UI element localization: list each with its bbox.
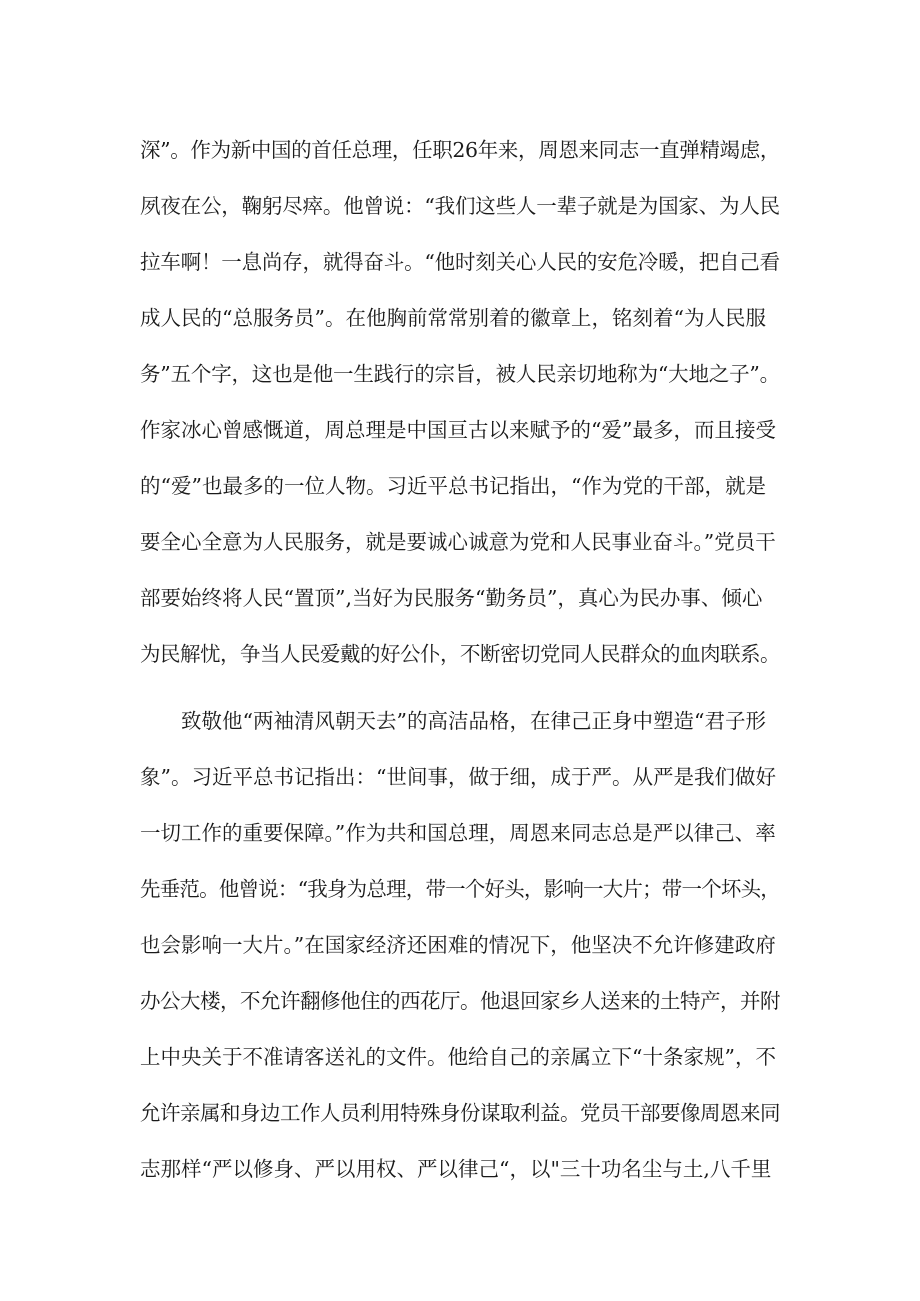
line-text: 允许亲属和身边工作人员利用特殊身份谋取利益。党员干部要像周恩来同 — [140, 1101, 780, 1125]
line-text: 先垂范。他曾说：“我身为总理，带一个好头，影响一大片；带一个坏头， — [140, 877, 780, 901]
text-line — [0, 1149, 920, 1189]
line-text: 成人民的“总服务员”。在他胸前常常别着的徽章上，铭刻着“为人民服 — [140, 306, 766, 330]
text-line — [0, 298, 920, 338]
text-line — [0, 354, 920, 394]
line-text: 的“爱”也最多的一位人物。习近平总书记指出，“作为党的干部，就是 — [140, 474, 766, 498]
text-line — [0, 1093, 920, 1133]
text-line — [0, 869, 920, 909]
text-line — [0, 757, 920, 797]
text-line — [0, 981, 920, 1021]
line-text: 务”五个字，这也是他一生践行的宗旨，被人民亲切地称为“大地之子”。 — [140, 362, 780, 386]
line-text: 部要始终将人民“置顶”,当好为民服务“勤务员”，真心为民办事、倾心 — [140, 586, 763, 610]
line-text: 办公大楼，不允许翻修他住的西花厅。他退回家乡人送来的土特产，并附 — [140, 989, 780, 1013]
text-line — [0, 242, 920, 282]
text-line — [0, 1037, 920, 1077]
text-line — [0, 466, 920, 506]
line-text: 上中央关于不准请客送礼的文件。他给自己的亲属立下“十条家规”，不 — [140, 1045, 776, 1069]
text-line — [0, 578, 920, 618]
text-line — [0, 813, 920, 853]
line-text: 要全心全意为人民服务，就是要诚心诚意为党和人民事业奋斗。”党员干 — [140, 530, 776, 554]
line-text: 致敬他“两袖清风朝天去”的高洁品格，在律己正身中塑造“君子形 — [181, 709, 766, 733]
line-text: 象”。习近平总书记指出：“世间事，做于细，成于严。从严是我们做好 — [140, 765, 776, 789]
text-line — [0, 410, 920, 450]
line-text: 作家冰心曾感慨道，周总理是中国亘古以来赋予的“爱”最多，而且接受 — [140, 418, 776, 442]
text-line — [0, 634, 920, 674]
text-line — [0, 701, 920, 741]
text-line — [0, 186, 920, 226]
text-line — [0, 925, 920, 965]
line-text: 一切工作的重要保障。”作为共和国总理，周恩来同志总是严以律己、率 — [140, 821, 776, 845]
text-line — [0, 522, 920, 562]
line-text: 为民解忧，争当人民爱戴的好公仆，不断密切党同人民群众的血肉联系。 — [140, 642, 780, 666]
text-line — [0, 130, 920, 170]
line-text: 深”。作为新中国的首任总理，任职26年来，周恩来同志一直弹精竭虑， — [140, 138, 780, 162]
line-text: 拉车啊！一息尚存，就得奋斗。“他时刻关心人民的安危冷暖，把自己看 — [140, 250, 780, 274]
line-text: 志那样“严以修身、严以用权、严以律己“，以"三十功名尘与土,八千里 — [140, 1157, 772, 1181]
line-text: 夙夜在公，鞠躬尽瘁。他曾说：“我们这些人一辈子就是为国家、为人民 — [140, 194, 780, 218]
line-text: 也会影响一大片。”在国家经济还困难的情况下，他坚决不允许修建政府 — [140, 933, 776, 957]
